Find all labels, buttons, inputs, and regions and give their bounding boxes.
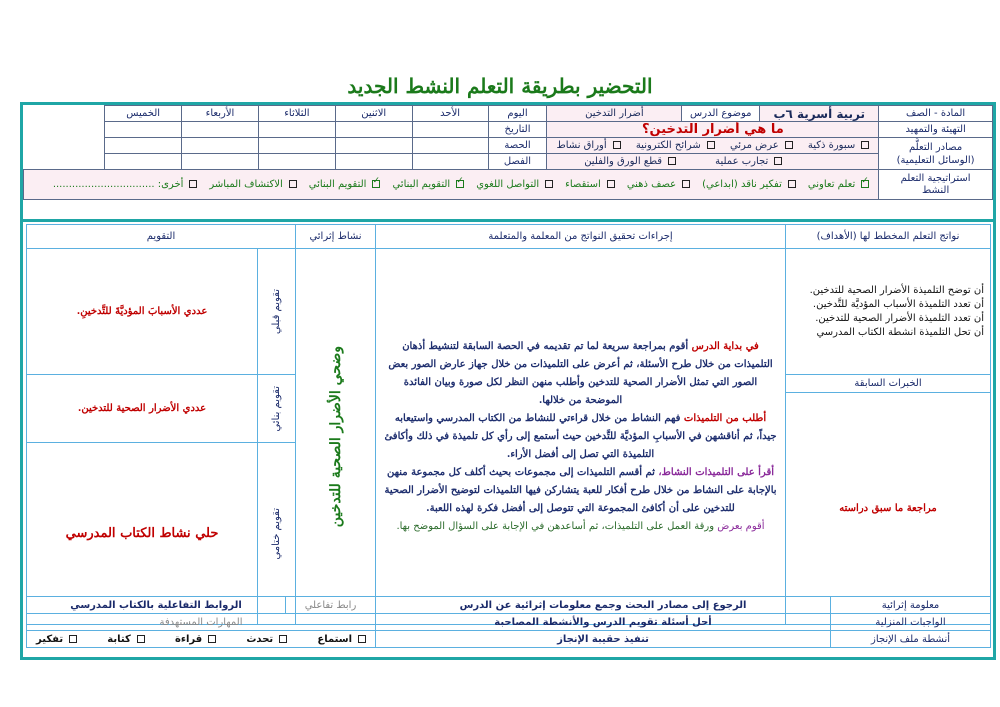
checkbox-icon[interactable] — [861, 141, 869, 149]
eval-pre-label: تقويم قبلي — [271, 288, 283, 335]
enrich-value: الرجوع إلى مصادر البحث وجمع معلومات إثرائية عن الدرس — [376, 597, 831, 614]
lesson-label: موضوع الدرس — [682, 106, 760, 122]
strategy-language[interactable] — [473, 179, 556, 190]
period-label: الحصة — [488, 138, 547, 154]
day-sunday: الأحد — [412, 106, 488, 122]
evaluation-header: التقويم — [27, 225, 296, 249]
class-label: الفصل — [488, 154, 547, 170]
activity-text: وضحي الأضرار الصحية للتدخين — [327, 345, 344, 528]
homework-value: أحل أسئلة تقويم الدرس والأنشطة المصاحبة — [376, 614, 831, 631]
checkbox-icon[interactable] — [358, 635, 366, 643]
subject-label: المادة - الصف — [879, 106, 993, 122]
resource-smartboard[interactable] — [805, 140, 872, 151]
resource-experiments-label: تجارب عملية — [715, 156, 769, 167]
portfolio-value: تنفيذ حقيبة الإنجاز — [376, 631, 831, 648]
checkbox-icon[interactable] — [788, 180, 796, 188]
eval-form-cell: عددي الأضرار الصحية للتدخين. — [27, 375, 258, 443]
day-monday: الاثنين — [335, 106, 412, 122]
procedures-header: إجراءات تحقيق النواتج من المعلمة والمتعلمة — [376, 225, 786, 249]
strategy-inquiry[interactable] — [562, 179, 618, 190]
checked-checkbox-icon[interactable] — [456, 180, 464, 188]
checkbox-icon[interactable] — [279, 635, 287, 643]
procedure-step-2-text: فهم النشاط من خلال قراءتي للنشاط من الكتاب المدرسي واستيعابه جيداً، ثم أناقشهن في الأسبابِ المؤديَّة للتَّدخين حيث أستمع إلى رأي كل تلميذة في ذلك وأكافئ التلميذة التي تصل إلى أفضل الأراء. — [384, 412, 777, 460]
main-table — [26, 224, 991, 625]
procedure-step-1-lead: في بداية الدرس — [691, 340, 759, 352]
strategy-inquiry-label: استقصاء — [565, 179, 601, 190]
skill-listening-label: استماع — [317, 633, 352, 645]
strategy-formative-a[interactable] — [389, 179, 467, 190]
checkbox-icon[interactable] — [707, 141, 715, 149]
resource-slides-label: شرائح الكترونية — [635, 140, 701, 151]
resource-video[interactable] — [727, 140, 796, 151]
procedure-step-1 — [384, 338, 777, 410]
procedure-step-3-lead: أقرأ على التلميذات النشاط، — [658, 466, 775, 478]
eval-pre-label-cell — [258, 249, 296, 375]
strategy-other-label: أخرى: ................................ — [52, 179, 184, 190]
objective-item: أن توضح التلميذة الأضرار الصحية للتدخين. — [809, 284, 985, 296]
strategy-formative-b[interactable] — [306, 179, 384, 190]
prev-exp-value: مراجعة ما سبق دراسته — [786, 393, 991, 625]
checkbox-icon[interactable] — [774, 157, 782, 165]
link-value: الروابط التفاعلية بالكتاب المدرسي — [27, 597, 286, 614]
objective-item: أن تحل التلميذة انشطة الكتاب المدرسي — [816, 326, 985, 338]
procedure-step-3-text: ثم أقسم التلميذات إلى مجموعات بحيث أكلف كل مجموعة منهن بالإجابة على النشاط من خلال طرح أفكار للعبة يتشاركن فيها التلميذات لتوضيح الأضرار الصحية للتدخين على أن أكافئ المجموعة التي تتوصل إلى أفضل فكرة لهذه اللعبة. — [384, 466, 777, 514]
procedure-step-4 — [384, 518, 777, 536]
intro-label: التهيئة والتمهيد — [879, 122, 993, 138]
checkbox-icon[interactable] — [613, 141, 621, 149]
resource-smartboard-label: سبورة ذكية — [807, 140, 856, 151]
prev-exp-label: الخبرات السابقة — [786, 375, 991, 393]
skill-speaking[interactable] — [243, 634, 290, 645]
skill-thinking-label: تفكير — [36, 633, 64, 645]
checked-checkbox-icon[interactable] — [861, 180, 869, 188]
link-label: رابط تفاعلي — [286, 597, 376, 614]
portfolio-label: أنشطة ملف الإنجاز — [831, 631, 991, 648]
strategy-label — [879, 170, 993, 200]
header-table — [23, 105, 993, 200]
checkbox-icon[interactable] — [189, 180, 197, 188]
activity-header: نشاط إثرائي — [296, 225, 376, 249]
objective-item: أن تعدد التلميذة الأضرار الصحية للتدخين. — [815, 312, 985, 324]
objectives-header: نواتج التعلم المخطط لها (الأهداف) — [786, 225, 991, 249]
procedure-step-2-lead: أطلب من التلميذات — [683, 412, 767, 424]
day-tuesday: الثلاثاء — [258, 106, 335, 122]
resources-label — [879, 138, 993, 170]
skills-label: المهارات المستهدفة — [27, 614, 376, 631]
intro-value: ما هي أضرار التدخين؟ — [547, 122, 879, 138]
objectives-cell — [786, 249, 991, 375]
eval-form-label-cell — [258, 375, 296, 443]
skill-listening[interactable] — [314, 634, 369, 645]
objective-item: أن تعدد التلميذة الأسباب المؤديَّة للتَّدخين. — [812, 298, 985, 310]
strategy-label-2: النشط — [921, 184, 950, 196]
resource-experiments[interactable] — [712, 156, 785, 167]
strategy-critical-label: تفكير ناقد (ابداعي) — [702, 179, 782, 190]
resources-label-2: (الوسائل التعليمية) — [896, 154, 975, 166]
checkbox-icon[interactable] — [289, 180, 297, 188]
day-thursday: الخميس — [105, 106, 182, 122]
skills-row — [27, 631, 376, 648]
skill-speaking-label: تحدث — [246, 633, 274, 645]
strategy-language-label: التواصل اللغوي — [476, 179, 540, 190]
day-wednesday: الأربعاء — [182, 106, 259, 122]
resource-video-label: عرض مرئي — [729, 140, 779, 151]
checkbox-icon[interactable] — [785, 141, 793, 149]
strategy-discovery[interactable] — [206, 179, 299, 190]
checkbox-icon[interactable] — [545, 180, 553, 188]
eval-pre-cell: عددي الأسبابَ المؤديَّةَ للتَّدخينِ. — [27, 249, 258, 375]
skill-thinking[interactable] — [33, 634, 80, 645]
skill-writing-label: كتابة — [107, 633, 131, 645]
procedure-step-3 — [384, 464, 777, 518]
checkbox-icon[interactable] — [668, 157, 676, 165]
day-label: اليوم — [488, 106, 547, 122]
resources-label-1: مصادر التعلُّم — [909, 141, 963, 153]
resource-paper-label: قطع الورق والفلين — [584, 156, 663, 167]
checked-checkbox-icon[interactable] — [372, 180, 380, 188]
procedure-step-4-text: ورقة العمل على التلميذات، ثم أساعدهن في الإجابة على السؤال الموضح بها. — [396, 520, 718, 532]
strategy-cooperative-label: تعلم تعاوني — [807, 179, 856, 190]
strategy-discovery-label: الاكتشاف المباشر — [209, 179, 283, 190]
eval-form-label: تقويم بنائي — [271, 385, 283, 432]
activity-cell — [296, 249, 376, 625]
strategy-formative-a-label: التقويم البنائي — [392, 179, 451, 190]
skill-reading[interactable] — [172, 634, 219, 645]
homework-label: الواجبات المنزلية — [831, 614, 991, 631]
checkbox-icon[interactable] — [682, 180, 690, 188]
strategy-formative-b-label: التقويم البنائي — [308, 179, 367, 190]
resource-worksheets[interactable] — [554, 140, 624, 151]
procedure-step-4-lead: أقوم بعرض — [717, 520, 765, 532]
checkbox-icon[interactable] — [69, 635, 77, 643]
skill-writing[interactable] — [104, 634, 147, 645]
footer-table — [26, 596, 991, 648]
strategy-cooperative[interactable] — [805, 179, 872, 190]
date-label: التاريخ — [488, 122, 547, 138]
procedure-step-1-text: أقوم بمراجعة سريعة لما تم تقديمه في الحصة السابقة لتنشيط أذهان التلميذات من خلال طرح الأسئلة، ثم أعرض على التلميذات من خلال جهاز عارض الصور بعض الصور التي تمثل الأضرار الصحية للتدخين وأطلب منهن النظر لكل صورة وبيان الفائدة الموضحة من خلالها. — [388, 340, 773, 406]
resource-worksheets-label: أوراق نشاط — [556, 140, 607, 151]
resources-row-1 — [547, 138, 879, 154]
strategy-brainstorm-label: عصف ذهني — [626, 179, 677, 190]
strategy-label-1: استراتيجية التعلم — [900, 172, 971, 184]
strategy-other[interactable] — [50, 179, 201, 190]
subject-value: تربية أسرية ٦ب — [760, 106, 879, 122]
eval-final-label: تقويم ختامي — [271, 507, 283, 560]
skill-reading-label: قراءة — [174, 633, 203, 645]
page-title: التحضير بطريقة التعلم النشط الجديد — [347, 74, 653, 98]
checkbox-icon[interactable] — [607, 180, 615, 188]
enrich-label: معلومة إثرائية — [831, 597, 991, 614]
resources-row-2 — [547, 154, 879, 170]
procedure-step-2 — [384, 410, 777, 464]
resource-slides[interactable] — [633, 140, 718, 151]
lesson-value: أضرار التدخين — [547, 106, 682, 122]
strategy-critical[interactable] — [699, 179, 799, 190]
procedures-cell — [376, 249, 786, 625]
strategies-row — [24, 170, 879, 200]
eval-final-cell: حلي نشاط الكتاب المدرسي — [27, 443, 258, 625]
resource-paper[interactable] — [581, 156, 679, 167]
checkbox-icon[interactable] — [208, 635, 216, 643]
checkbox-icon[interactable] — [137, 635, 145, 643]
strategy-brainstorm[interactable] — [624, 179, 693, 190]
